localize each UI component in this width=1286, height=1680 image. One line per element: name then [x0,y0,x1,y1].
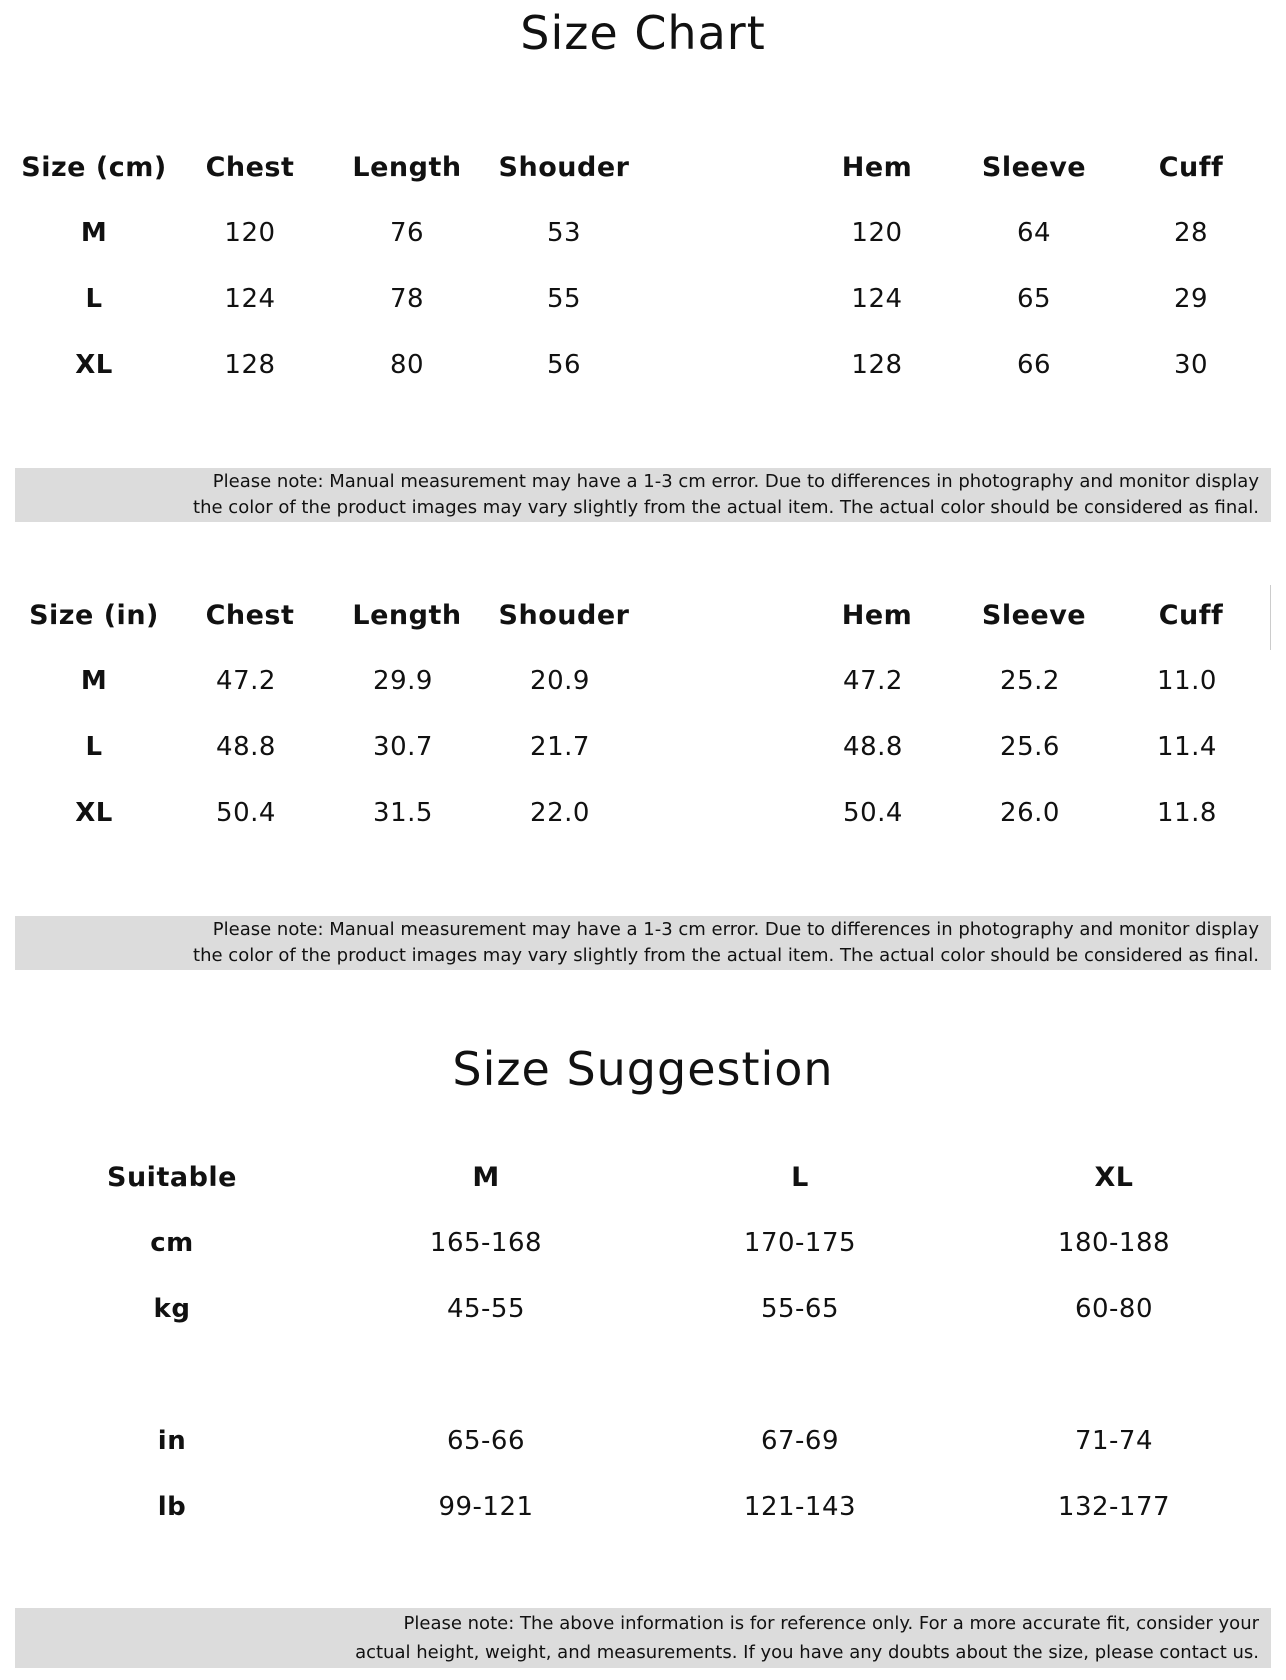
row-unit-label: in [157,1426,187,1456]
hem-value: 120 [851,218,903,248]
cuff-value: 11.0 [1157,666,1217,696]
header-chest: Chest [205,600,295,631]
sleeve-value: 25.2 [1000,666,1060,696]
sleeve-value: 66 [1016,350,1052,380]
row-size-label: M [80,666,108,696]
row-unit-label: cm [150,1228,194,1258]
header-sleeve: Sleeve [981,600,1087,631]
divider [1270,585,1271,650]
header-size-l: L [791,1162,809,1193]
length-value: 76 [389,218,425,248]
header-size-xl: XL [1094,1162,1134,1193]
row-size-label: M [80,218,108,248]
sleeve-value: 25.6 [1000,732,1060,762]
row-unit-label: kg [153,1294,191,1324]
length-value: 30.7 [373,732,433,762]
size-chart-title: Size Chart [520,6,766,60]
row-unit-label: lb [157,1492,187,1522]
chest-value: 128 [224,350,276,380]
row-size-label: L [85,732,103,762]
length-value: 31.5 [373,798,433,828]
header-size-cm: Size (cm) [21,152,167,183]
chest-value: 50.4 [216,798,276,828]
note-line: actual height, weight, and measurements. If you have any doubts about the size, please contact us. [355,1642,1259,1663]
note-line: the color of the product images may vary slightly from the actual item. The actual color should be considered as final. [193,945,1259,966]
header-sleeve: Sleeve [981,152,1087,183]
size-l-value: 170-175 [743,1228,857,1258]
header-length: Length [352,152,462,183]
size-m-value: 165-168 [429,1228,543,1258]
shoulder-value: 20.9 [530,666,590,696]
note-line: Please note: The above information is for reference only. For a more accurate fit, consider your [403,1613,1259,1634]
size-l-value: 67-69 [760,1426,840,1456]
sleeve-value: 26.0 [1000,798,1060,828]
hem-value: 128 [851,350,903,380]
header-size-m: M [472,1162,500,1193]
note-line: Please note: Manual measurement may have a 1-3 cm error. Due to differences in photography and monitor display [212,919,1259,940]
size-l-value: 121-143 [743,1492,857,1522]
cuff-value: 11.8 [1157,798,1217,828]
sleeve-value: 65 [1016,284,1052,314]
row-size-label: XL [75,798,113,828]
length-value: 78 [389,284,425,314]
size-m-value: 45-55 [446,1294,526,1324]
header-shoulder: Shouder [498,152,630,183]
shoulder-value: 21.7 [530,732,590,762]
size-l-value: 55-65 [760,1294,840,1324]
size-m-value: 65-66 [446,1426,526,1456]
measurement-note [15,468,1271,522]
size-xl-value: 71-74 [1074,1426,1154,1456]
header-hem: Hem [841,600,913,631]
hem-value: 124 [851,284,903,314]
reference-note [15,1608,1271,1668]
header-hem: Hem [841,152,913,183]
size-xl-value: 132-177 [1057,1492,1171,1522]
sleeve-value: 64 [1016,218,1052,248]
measurement-note [15,916,1271,970]
row-size-label: L [85,284,103,314]
size-suggestion-title: Size Suggestion [452,1042,834,1096]
header-shoulder: Shouder [498,600,630,631]
header-chest: Chest [205,152,295,183]
header-cuff: Cuff [1158,152,1224,183]
shoulder-value: 53 [546,218,582,248]
size-xl-value: 60-80 [1074,1294,1154,1324]
cuff-value: 30 [1173,350,1209,380]
chest-value: 48.8 [216,732,276,762]
note-line: the color of the product images may vary slightly from the actual item. The actual color should be considered as final. [193,497,1259,518]
row-size-label: XL [75,350,113,380]
shoulder-value: 22.0 [530,798,590,828]
size-xl-value: 180-188 [1057,1228,1171,1258]
hem-value: 47.2 [843,666,903,696]
header-cuff: Cuff [1158,600,1224,631]
note-line: Please note: Manual measurement may have a 1-3 cm error. Due to differences in photography and monitor display [212,471,1259,492]
length-value: 29.9 [373,666,433,696]
cuff-value: 29 [1173,284,1209,314]
chest-value: 47.2 [216,666,276,696]
chest-value: 124 [224,284,276,314]
cuff-value: 11.4 [1157,732,1217,762]
length-value: 80 [389,350,425,380]
header-size-in: Size (in) [29,600,159,631]
cuff-value: 28 [1173,218,1209,248]
size-m-value: 99-121 [438,1492,534,1522]
header-suitable: Suitable [107,1162,237,1193]
shoulder-value: 55 [546,284,582,314]
chest-value: 120 [224,218,276,248]
header-length: Length [352,600,462,631]
shoulder-value: 56 [546,350,582,380]
hem-value: 48.8 [843,732,903,762]
hem-value: 50.4 [843,798,903,828]
